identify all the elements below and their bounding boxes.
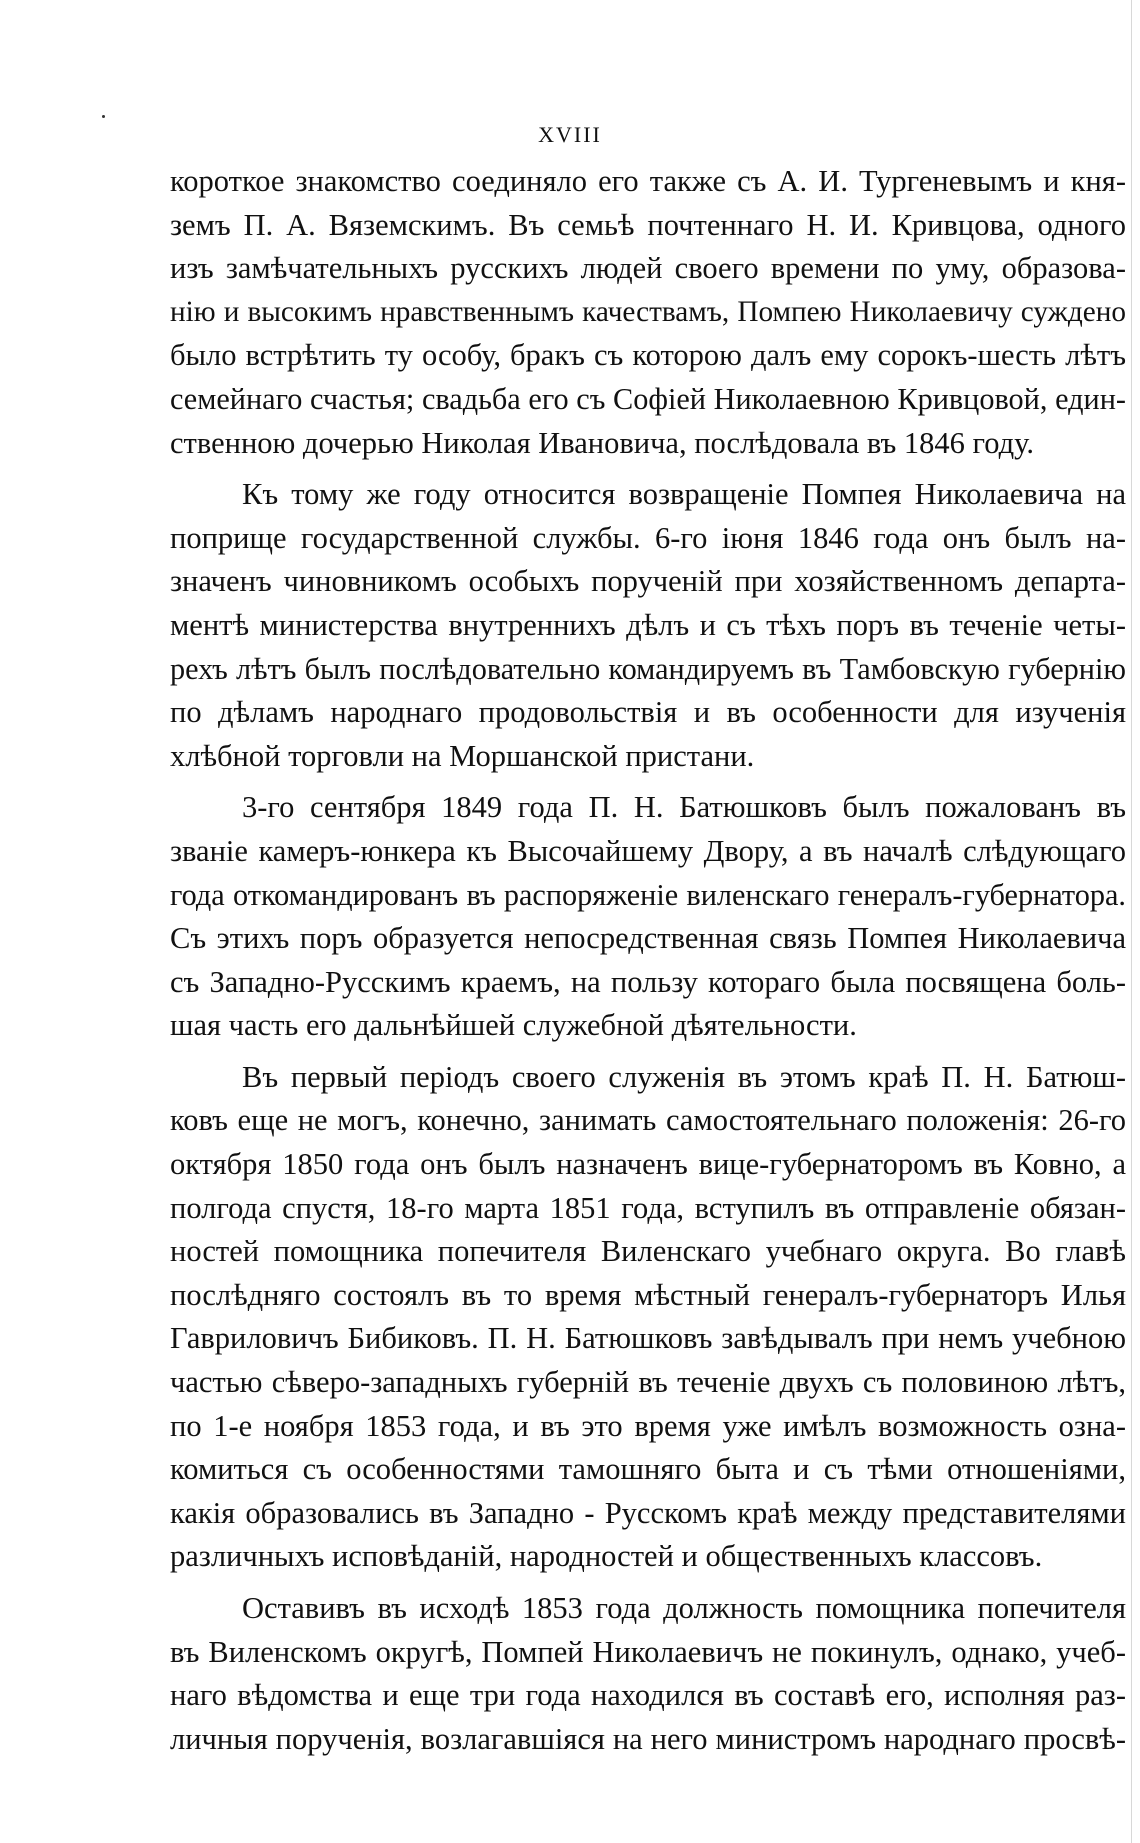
text-line: октября 1850 года онъ былъ назначенъ вице-губернаторомъ въ Ковно, а bbox=[170, 1147, 1126, 1182]
text-line: наго вѣдомства и еще три года находился въ составѣ его, исполняя раз- bbox=[170, 1678, 1126, 1713]
text-line: въ Виленскомъ округѣ, Помпей Николаевичъ не покинулъ, однако, учеб- bbox=[170, 1634, 1126, 1669]
text-line: званіе камеръ-юнкера къ Высочайшему Двору, а въ началѣ слѣдующаго bbox=[170, 833, 1126, 868]
text-line: различныхъ исповѣданій, народностей и общественныхъ классовъ. bbox=[170, 1539, 1043, 1574]
paragraph bbox=[170, 1056, 1126, 1579]
text-line: Съ этихъ поръ образуется непосредственная связь Помпея Николаевича bbox=[170, 921, 1126, 956]
text-line: какія образовались въ Западно - Русскомъ краѣ между представителями bbox=[170, 1495, 1126, 1530]
text-line: года откомандированъ въ распоряженіе виленскаго генералъ-губернатора. bbox=[170, 877, 1126, 912]
text-line: полгода спустя, 18-го марта 1851 года, вступилъ въ отправленіе обязан- bbox=[170, 1190, 1126, 1225]
text-line: короткое знакомство соединяло его также съ А. И. Тургеневымъ и кня- bbox=[170, 164, 1126, 198]
text-line: земъ П. А. Вяземскимъ. Въ семьѣ почтеннаго Н. И. Кривцова, одного bbox=[170, 207, 1126, 242]
scan-edge-line bbox=[1131, 0, 1132, 1843]
text-line: нію и высокимъ нравственнымъ качествамъ, Помпею Николаевичу суждено bbox=[170, 295, 1126, 328]
text-line: Къ тому же году относится возвращеніе Помпея Николаевича на bbox=[242, 477, 1126, 512]
text-line: послѣдняго состоялъ въ то время мѣстный генералъ-губернаторъ Илья bbox=[170, 1277, 1126, 1312]
paragraph bbox=[170, 1587, 1126, 1761]
text-line: ментѣ министерства внутреннихъ дѣлъ и съ тѣхъ поръ въ теченіе четы- bbox=[170, 607, 1126, 642]
page-number: XVIII bbox=[538, 122, 602, 147]
paragraph bbox=[170, 160, 1126, 465]
text-line: семейнаго счастья; свадьба его съ Софіей Николаевною Кривцовой, един- bbox=[170, 381, 1126, 416]
text-line: Оставивъ въ исходѣ 1853 года должность помощника попечителя bbox=[242, 1591, 1126, 1625]
text-line: по дѣламъ народнаго продовольствія и въ особенности для изученія bbox=[170, 695, 1126, 730]
text-line: личныя порученія, возлагавшіяся на него министромъ народнаго просвѣ- bbox=[170, 1721, 1126, 1756]
text-line: шая часть его дальнѣйшей служебной дѣятельности. bbox=[170, 1008, 857, 1043]
text-line: поприще государственной службы. 6-го іюня 1846 года онъ былъ на- bbox=[170, 520, 1126, 555]
text-line: значенъ чиновникомъ особыхъ порученій при хозяйственномъ департа- bbox=[170, 564, 1126, 599]
paragraph bbox=[170, 473, 1126, 778]
text-line: ковъ еще не могъ, конечно, занимать самостоятельнаго положенія: 26-го bbox=[170, 1103, 1126, 1138]
text-line: Гавриловичъ Бибиковъ. П. Н. Батюшковъ завѣдывалъ при немъ учебною bbox=[170, 1321, 1126, 1356]
text-line: комиться съ особенностями тамошняго быта и съ тѣми отношеніями, bbox=[170, 1452, 1126, 1487]
scan-speck bbox=[102, 115, 105, 118]
text-line: частью сѣверо-западныхъ губерній въ теченіе двухъ съ половиною лѣтъ, bbox=[170, 1365, 1126, 1400]
body-text bbox=[170, 160, 1126, 1761]
text-line: 3-го сентября 1849 года П. Н. Батюшковъ былъ пожалованъ въ bbox=[242, 790, 1126, 825]
text-line: Въ первый періодъ своего служенія въ этомъ краѣ П. Н. Батюш- bbox=[242, 1059, 1126, 1094]
text-line: по 1-е ноября 1853 года, и въ это время уже имѣлъ возможность озна- bbox=[170, 1408, 1126, 1443]
text-line: рехъ лѣтъ былъ послѣдовательно командируемъ въ Тамбовскую губернію bbox=[170, 651, 1126, 686]
text-line: изъ замѣчательныхъ русскихъ людей своего времени по уму, образова- bbox=[170, 251, 1126, 286]
text-line: съ Западно-Русскимъ краемъ, на пользу котораго была посвящена боль- bbox=[170, 964, 1126, 999]
paragraph bbox=[170, 786, 1126, 1048]
text-line: хлѣбной торговли на Моршанской пристани. bbox=[170, 738, 755, 773]
text-line: ственною дочерью Николая Ивановича, послѣдовала въ 1846 году. bbox=[170, 425, 1034, 460]
text-line: ностей помощника попечителя Виленскаго учебнаго округа. Во главѣ bbox=[170, 1234, 1126, 1269]
text-line: было встрѣтить ту особу, бракъ съ которою далъ ему сорокъ-шесть лѣтъ bbox=[170, 338, 1126, 373]
